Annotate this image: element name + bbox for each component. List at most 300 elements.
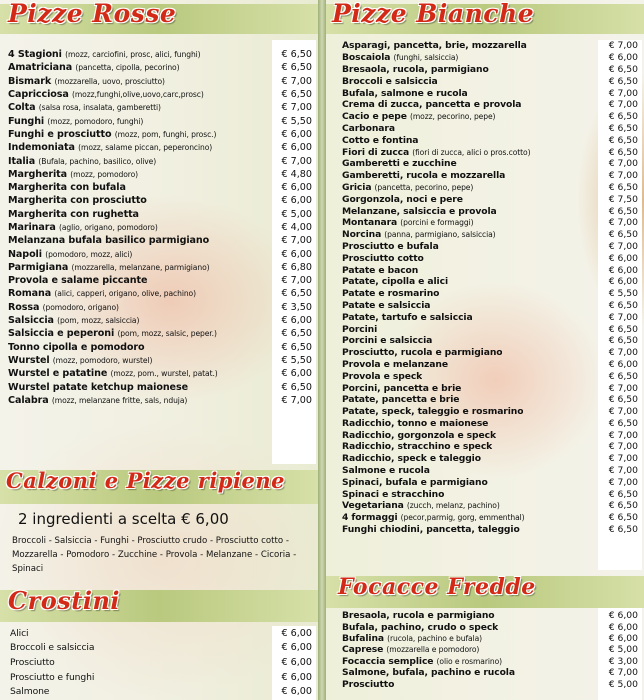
item-name-text: Cotto e fontina	[342, 134, 419, 146]
menu-item	[8, 88, 312, 101]
item-name-text: 4 Stagioni	[8, 49, 62, 61]
item-name	[342, 453, 481, 464]
item-name	[8, 62, 179, 73]
item-name	[8, 76, 165, 87]
item-name	[342, 324, 377, 335]
item-name	[10, 628, 29, 639]
item-name-text: Melanzane, salsiccia e provola	[342, 205, 497, 217]
menu-item	[342, 252, 638, 264]
menu-item	[8, 380, 312, 393]
item-name-text: Bufala, salmone e rucola	[342, 87, 468, 99]
item-name-text: Carbonara	[342, 122, 395, 134]
menu-item	[342, 311, 638, 323]
item-description: (mozz, carciofini, prosc, alici, funghi)	[65, 50, 201, 60]
item-name	[8, 342, 145, 353]
item-name	[342, 477, 488, 488]
menu-item	[342, 52, 638, 64]
item-description: (alici, capperi, origano, olive, pachino)	[54, 289, 196, 299]
item-name-text: Wurstel	[8, 354, 50, 366]
item-name-text: Funghi chiodini, pancetta, taleggio	[342, 524, 520, 536]
item-description: (Bufala, pachino, basilico, olive)	[38, 156, 157, 166]
item-name	[342, 524, 520, 535]
item-price: € 7,00	[608, 441, 638, 453]
item-name	[342, 253, 424, 264]
item-description: (panna, parmigiano, salsiccia)	[384, 230, 496, 240]
menu-item	[342, 158, 638, 170]
item-name	[10, 686, 49, 697]
item-name-text: Margherita con bufala	[8, 182, 126, 194]
item-price: € 6,00	[281, 642, 312, 654]
page-gutter	[318, 0, 326, 700]
menu-item	[342, 276, 638, 288]
item-description: (olio e rosmarino)	[436, 656, 502, 666]
item-name	[8, 116, 143, 127]
item-price: € 7,00	[608, 347, 638, 359]
item-price: € 5,50	[608, 288, 638, 300]
item-name-text: Porcini	[342, 323, 378, 335]
item-name	[342, 40, 527, 51]
item-price: € 6,00	[281, 627, 312, 639]
item-price: € 6,50	[608, 63, 638, 75]
item-description: (pomodoro, mozz, alici)	[45, 249, 133, 259]
item-name-text: Alici	[10, 627, 29, 639]
item-name-text: Italia	[8, 155, 36, 167]
item-price: € 7,00	[608, 465, 638, 477]
calzoni-price-line: 2 ingredienti a scelta € 6,00	[18, 510, 229, 528]
item-name	[8, 395, 187, 406]
item-description: (funghi, salsiccia)	[393, 53, 459, 63]
item-name	[8, 89, 204, 100]
menu-item	[342, 87, 638, 99]
crostini-title: Crostini	[8, 586, 121, 615]
item-price: € 6,50	[608, 299, 638, 311]
menu-item	[342, 406, 638, 418]
menu-item	[342, 75, 638, 87]
item-description: (mozz, pom, funghi, prosc.)	[114, 129, 217, 139]
item-price: € 7,00	[608, 429, 638, 441]
item-price: € 5,00	[608, 678, 638, 690]
item-name-text: Wurstel patate ketchup maionese	[8, 381, 188, 393]
item-price: € 6,50	[281, 341, 312, 353]
item-name	[342, 465, 430, 476]
item-price: € 6,00	[281, 142, 312, 154]
item-name	[8, 169, 138, 180]
item-name	[8, 182, 126, 193]
menu-item	[8, 314, 312, 327]
item-name-text: Focaccia semplice	[342, 655, 434, 667]
item-name	[342, 229, 496, 240]
item-name	[8, 249, 132, 260]
item-name-text: Patate e bacon	[342, 264, 419, 276]
menu-item	[8, 327, 312, 340]
menu-item	[342, 500, 638, 512]
item-name	[10, 657, 55, 668]
item-price: € 6,50	[281, 62, 312, 74]
menu-item	[8, 247, 312, 260]
item-name-text: Indemoniata	[8, 142, 75, 154]
item-price: € 7,00	[608, 667, 638, 679]
menu-item	[342, 182, 638, 194]
item-price: € 7,00	[281, 275, 312, 287]
item-description: (porcini e formaggi)	[400, 218, 474, 228]
item-name-text: Prosciutto e bufala	[342, 240, 439, 252]
item-name-text: Asparagi, pancetta, brie, mozzarella	[342, 40, 527, 52]
item-name	[342, 241, 439, 252]
item-price: € 6,50	[281, 288, 312, 300]
item-price: € 6,00	[281, 182, 312, 194]
item-name-text: Provola e salame piccante	[8, 275, 148, 287]
pizze-bianche-list	[342, 40, 638, 535]
item-name-text: Bresaola, rucola e parmigiano	[342, 610, 495, 622]
menu-item	[342, 418, 638, 430]
menu-item	[342, 644, 638, 655]
item-price: € 6,00	[281, 656, 312, 668]
menu-item	[8, 354, 312, 367]
item-description: (mozzarella, melanzane, parmigiano)	[71, 262, 210, 272]
item-name-text: Radicchio, gorgonzola e speck	[342, 429, 497, 441]
item-name-text: Prosciutto, rucola e parmigiano	[342, 347, 503, 359]
menu-item	[10, 626, 312, 641]
item-name	[342, 335, 432, 346]
item-name	[342, 194, 463, 205]
menu-item	[342, 229, 638, 241]
item-description: (mozzarella, uovo, prosciutto)	[54, 76, 165, 86]
item-name-text: Salsiccia e peperoni	[8, 328, 115, 340]
item-description: (mozz, pecorino, pepe)	[410, 112, 496, 122]
item-description: (mozz, pomodoro, funghi)	[47, 116, 144, 126]
item-name	[342, 489, 444, 500]
menu-item	[342, 134, 638, 146]
crostini-list	[10, 626, 312, 699]
item-name-text: Salmone, bufala, pachino e rucola	[342, 667, 515, 679]
menu-item	[342, 429, 638, 441]
item-name-text: Romana	[8, 288, 52, 300]
item-price: € 5,50	[281, 354, 312, 366]
item-description: (salsa rosa, insalata, gamberetti)	[38, 103, 161, 113]
item-name-text: Radicchio, tonno e maionese	[342, 417, 489, 429]
menu-item	[8, 261, 312, 274]
item-name-text: Spinaci e stracchino	[342, 488, 445, 500]
item-name	[8, 142, 212, 153]
menu-item	[342, 288, 638, 300]
item-name-text: Wurstel e patatine	[8, 368, 108, 380]
menu-item	[8, 394, 312, 407]
item-description: (mozz, pom., wurstel, patat.)	[110, 369, 218, 379]
item-name	[8, 262, 209, 273]
item-name	[342, 371, 422, 382]
menu-item	[342, 335, 638, 347]
item-price: € 5,00	[281, 208, 312, 220]
item-description: (mozz, salame piccan, peperoncino)	[78, 143, 213, 153]
item-name-text: Prosciutto cotto	[342, 252, 424, 264]
item-name	[342, 158, 457, 169]
item-name-text: Margherita con prosciutto	[8, 195, 147, 207]
menu-item	[8, 114, 312, 127]
item-name-text: Fiori di zucca	[342, 146, 410, 158]
item-name-text: Prosciutto e funghi	[10, 671, 95, 683]
item-name-text: Amatriciana	[8, 62, 73, 74]
menu-item	[8, 301, 312, 314]
item-name	[342, 135, 418, 146]
menu-item	[342, 217, 638, 229]
menu-item	[342, 465, 638, 477]
item-description: (mozzarella e pomodoro)	[386, 645, 480, 655]
menu-item	[342, 656, 638, 667]
item-price: € 6,00	[608, 358, 638, 370]
item-price: € 6,00	[281, 248, 312, 260]
item-description: (aglio, origano, pomodoro)	[59, 223, 158, 232]
item-name-text: Napoli	[8, 248, 42, 260]
item-name-text: Caprese	[342, 644, 384, 656]
item-name-text: Salmone	[10, 686, 50, 698]
item-price: € 6,00	[281, 315, 312, 327]
item-price: € 7,00	[608, 40, 638, 52]
item-name-text: Parmigiana	[8, 261, 69, 273]
item-name-text: Capricciosa	[8, 89, 69, 101]
menu-item	[8, 274, 312, 287]
item-name-text: Salmone e rucola	[342, 465, 430, 477]
item-name-text: Bismark	[8, 75, 52, 87]
item-price: € 6,80	[281, 261, 312, 273]
item-description: (pancetta, cipolla, pecorino)	[75, 63, 180, 73]
item-name	[342, 383, 461, 394]
item-name	[342, 312, 473, 323]
menu-item	[8, 234, 312, 247]
item-price: € 6,00	[281, 195, 312, 207]
item-price: € 6,00	[608, 252, 638, 264]
item-name-text: Provola e speck	[342, 370, 423, 382]
item-price: € 6,50	[608, 417, 638, 429]
item-price: € 6,50	[608, 146, 638, 158]
item-name-text: Prosciutto	[342, 678, 395, 690]
item-name-text: Radicchio, speck e taleggio	[342, 453, 481, 465]
item-name	[8, 368, 218, 379]
menu-item	[8, 168, 312, 181]
item-name	[342, 347, 502, 358]
item-name-text: Bufalina	[342, 632, 384, 644]
item-name	[342, 359, 448, 370]
menu-item	[342, 382, 638, 394]
item-description: (mozz, pomodoro, wurstel)	[52, 355, 153, 365]
menu-item	[8, 101, 312, 114]
item-price: € 6,00	[281, 368, 312, 380]
item-name	[8, 235, 209, 246]
item-name	[342, 656, 502, 667]
item-price: € 7,00	[608, 476, 638, 488]
item-name	[342, 679, 394, 690]
menu-item	[8, 75, 312, 88]
menu-item	[342, 524, 638, 536]
menu-item	[342, 610, 638, 621]
menu-item	[8, 48, 312, 61]
item-price: € 7,00	[608, 382, 638, 394]
menu-item	[8, 141, 312, 154]
menu-item	[342, 678, 638, 689]
item-name-text: Montanara	[342, 217, 398, 229]
item-price: € 7,00	[608, 87, 638, 99]
menu-item	[8, 194, 312, 207]
menu-item	[10, 684, 312, 699]
item-name-text: Tonno cipolla e pomodoro	[8, 341, 145, 353]
item-name-text: Patate, cipolla e alici	[342, 276, 448, 288]
item-name-text: Patate, speck, taleggio e rosmarino	[342, 406, 524, 418]
item-price: € 6,50	[608, 122, 638, 134]
menu-item	[8, 181, 312, 194]
menu-item	[342, 394, 638, 406]
menu-item	[342, 453, 638, 465]
item-name	[342, 394, 459, 405]
item-name	[342, 288, 439, 299]
menu-item	[342, 123, 638, 135]
menu-item	[342, 146, 638, 158]
pizze-rosse-title: Pizze Rosse	[8, 0, 177, 28]
focacce-title: Focacce Fredde	[338, 574, 536, 600]
pizze-bianche-title: Pizze Bianche	[332, 0, 535, 28]
item-name	[342, 441, 492, 452]
menu-item	[342, 300, 638, 312]
item-price: € 7,00	[608, 406, 638, 418]
item-name	[342, 88, 468, 99]
item-name	[342, 512, 525, 523]
item-name	[8, 222, 158, 233]
item-name	[8, 288, 196, 299]
menu-item	[342, 476, 638, 488]
menu-item	[342, 441, 638, 453]
item-name	[342, 406, 523, 417]
menu-item	[342, 323, 638, 335]
item-price: € 5,50	[281, 115, 312, 127]
item-name	[342, 430, 496, 441]
item-description: (pom, mozz, salsiccia)	[57, 316, 140, 326]
item-price: € 6,50	[281, 49, 312, 61]
item-name	[342, 217, 473, 228]
menu-item	[342, 667, 638, 678]
item-name	[8, 49, 201, 60]
item-price: € 3,50	[281, 301, 312, 313]
item-price: € 5,00	[608, 644, 638, 656]
menu-item	[342, 170, 638, 182]
item-name-text: Cacio e pepe	[342, 111, 407, 123]
item-name	[342, 111, 495, 122]
menu-item	[8, 61, 312, 74]
item-description: (mozz,funghi,olive,uovo,carc,prosc)	[72, 90, 204, 100]
item-name-text: Margherita	[8, 168, 68, 180]
item-name-text: Funghi e prosciutto	[8, 128, 112, 140]
item-name-text: Patate e salsiccia	[342, 299, 431, 311]
item-name	[342, 206, 497, 217]
item-description: (zucch, melanz, pachino)	[406, 501, 500, 511]
item-name	[8, 328, 217, 339]
item-name	[10, 672, 94, 683]
item-name	[342, 123, 395, 134]
item-name-text: Crema di zucca, pancetta e provola	[342, 99, 522, 111]
item-name-text: Patate e rosmarino	[342, 288, 440, 300]
menu-item	[8, 287, 312, 300]
item-price: € 6,50	[608, 512, 638, 524]
calzoni-ingredients: Broccoli - Salsiccia - Funghi - Prosciutto crudo - Prosciutto cotto - Mozzarella - Pomodoro - Zucchine - Provola - Melanzane - Cicoria - Spinaci	[12, 536, 297, 574]
item-price: € 7,00	[281, 394, 312, 406]
item-price: € 6,00	[608, 632, 638, 644]
item-name	[8, 315, 139, 326]
item-description: (pomodoro, origano)	[42, 302, 119, 312]
menu-item	[8, 341, 312, 354]
item-name-text: Marinara	[8, 222, 56, 233]
item-name-text: Norcina	[342, 229, 382, 241]
item-price: € 6,50	[608, 111, 638, 123]
item-name-text: Boscaiola	[342, 52, 391, 64]
item-name-text: Colta	[8, 102, 36, 114]
item-name-text: Gamberetti e zucchine	[342, 158, 457, 170]
item-price: € 6,50	[608, 229, 638, 241]
item-name-text: Spinaci, bufala e parmigiano	[342, 476, 488, 488]
item-name-text: Bresaola, rucola, parmigiano	[342, 63, 489, 75]
item-name	[8, 129, 216, 140]
item-price: € 6,50	[608, 75, 638, 87]
pizze-rosse-list	[8, 48, 312, 407]
item-name	[342, 418, 488, 429]
item-name	[342, 644, 479, 655]
menu-item	[8, 367, 312, 380]
menu-item	[342, 488, 638, 500]
menu-item	[10, 655, 312, 670]
item-name-text: Margherita con rughetta	[8, 208, 139, 220]
menu-item	[10, 670, 312, 685]
item-name-text: Patate, pancetta e brie	[342, 394, 460, 406]
item-name	[342, 300, 430, 311]
menu-item	[8, 128, 312, 141]
menu-item	[342, 633, 638, 644]
left-menu-page	[0, 0, 318, 700]
item-price: € 7,00	[608, 240, 638, 252]
item-name	[342, 633, 482, 644]
item-price: € 6,50	[608, 134, 638, 146]
item-name-text: Vegetariana	[342, 500, 404, 512]
right-menu-page	[326, 0, 644, 700]
item-price: € 7,00	[281, 75, 312, 87]
item-price: € 6,50	[608, 394, 638, 406]
menu-item	[342, 99, 638, 111]
item-name-text: Broccoli e salsiccia	[342, 75, 438, 87]
item-price: € 6,50	[608, 370, 638, 382]
focacce-list	[342, 610, 638, 690]
menu-item	[8, 154, 312, 167]
item-name-text: Patate, tartufo e salsiccia	[342, 311, 473, 323]
item-name	[342, 99, 521, 110]
item-name-text: Melanzana bufala basilico parmigiano	[8, 235, 210, 247]
item-name	[8, 382, 188, 393]
item-price: € 6,00	[281, 671, 312, 683]
item-description: (pancetta, pecorino, pepe)	[374, 182, 474, 192]
item-price: € 7,00	[608, 158, 638, 170]
item-name-text: Rossa	[8, 301, 40, 313]
item-price: € 7,00	[608, 217, 638, 229]
item-description: (mozz, pomodoro)	[70, 169, 139, 179]
menu-item	[342, 359, 638, 371]
item-price: € 7,00	[608, 170, 638, 182]
item-name	[8, 209, 139, 220]
item-price: € 6,00	[608, 621, 638, 633]
item-name	[342, 170, 505, 181]
menu-item	[8, 208, 312, 221]
item-price: € 7,00	[608, 311, 638, 323]
menu-item	[8, 221, 312, 234]
menu-item	[342, 64, 638, 76]
item-name	[8, 102, 161, 113]
item-name	[342, 76, 438, 87]
item-price: € 6,50	[281, 381, 312, 393]
item-name	[342, 500, 500, 511]
item-name	[8, 275, 147, 286]
